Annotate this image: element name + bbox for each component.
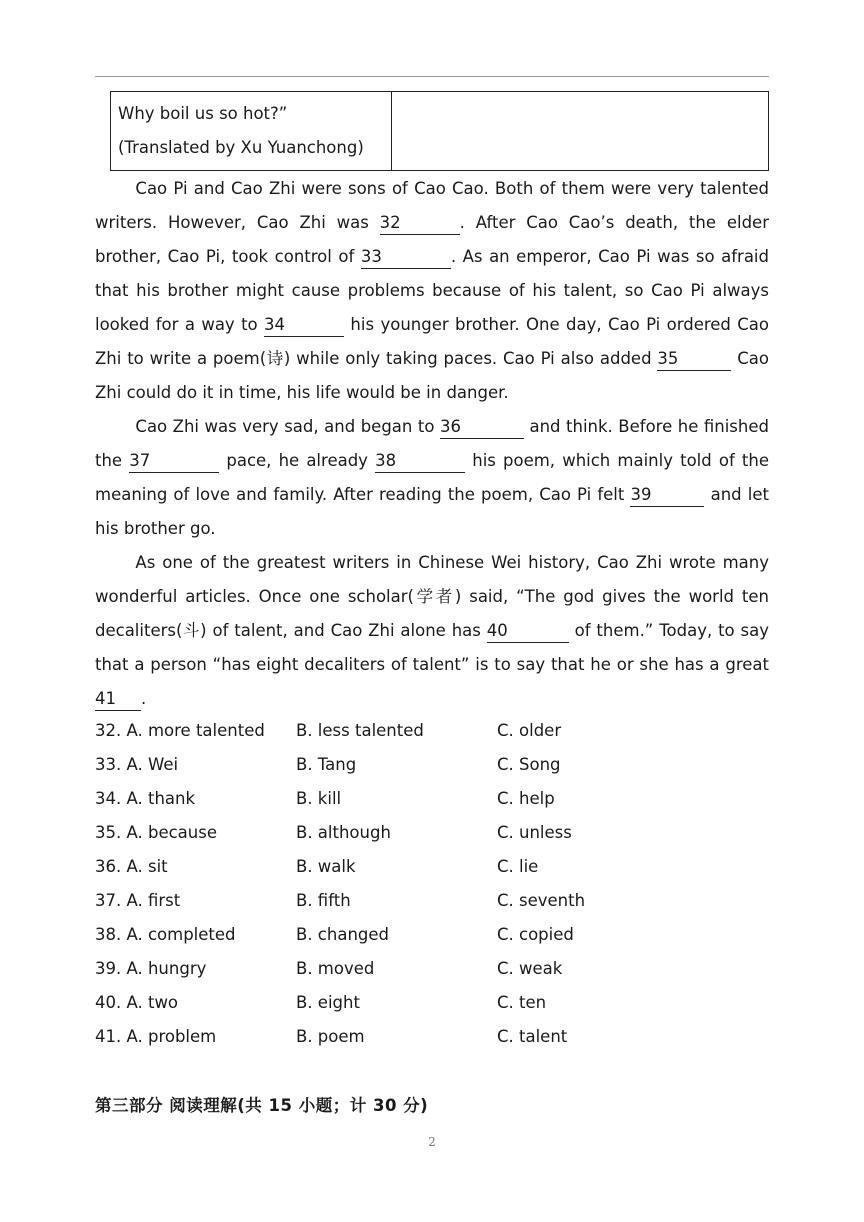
option-b[interactable]: B. moved xyxy=(296,959,375,978)
passage-text: and let his brother go. xyxy=(95,485,769,538)
option-b[interactable]: B. less talented xyxy=(296,721,424,740)
option-b[interactable]: B. Tang xyxy=(296,755,357,774)
passage-text: his poem, which mainly told of the meaning of love and family. After reading the poem, Cao Pi felt xyxy=(95,451,770,504)
header-rule xyxy=(95,76,769,77)
translator-credit: (Translated by Xu Yuanchong) xyxy=(118,138,364,157)
passage-text: Cao Zhi could do it in time, his life would be in danger. xyxy=(95,349,769,402)
option-a[interactable]: 36. A. sit xyxy=(95,857,168,876)
question-row-34 xyxy=(95,782,769,816)
poem-table xyxy=(110,91,769,171)
option-b[interactable]: B. fifth xyxy=(296,891,351,910)
blank-32[interactable]: 32 xyxy=(380,212,460,235)
page-number: 2 xyxy=(428,1135,436,1149)
question-row-39 xyxy=(95,952,769,986)
blank-40[interactable]: 40 xyxy=(487,620,569,643)
passage-text: . xyxy=(141,689,147,708)
passage-text: his younger brother. One day, Cao Pi ordered Cao Zhi to write a poem(诗) while only taking paces. Cao Pi also added xyxy=(95,315,770,368)
option-b[interactable]: B. although xyxy=(296,823,391,842)
blank-39[interactable]: 39 xyxy=(630,484,704,507)
poem-line: Why boil us so hot?” xyxy=(118,104,288,123)
option-a[interactable]: 32. A. more talented xyxy=(95,721,265,740)
option-b[interactable]: B. eight xyxy=(296,993,360,1012)
option-c[interactable]: C. older xyxy=(497,721,562,740)
passage-text: pace, he already xyxy=(219,451,376,470)
blank-33[interactable]: 33 xyxy=(361,246,451,269)
option-b[interactable]: B. kill xyxy=(296,789,342,808)
option-c[interactable]: C. unless xyxy=(497,823,572,842)
passage-text: of them.” Today, to say that a person “has eight decaliters of talent” is to say that he or she has a great xyxy=(95,621,770,674)
option-b[interactable]: B. poem xyxy=(296,1027,365,1046)
blank-36[interactable]: 36 xyxy=(440,416,524,439)
option-c[interactable]: C. weak xyxy=(497,959,563,978)
option-a[interactable]: 35. A. because xyxy=(95,823,217,842)
option-a[interactable]: 33. A. Wei xyxy=(95,755,179,774)
option-b[interactable]: B. walk xyxy=(296,857,356,876)
blank-34[interactable]: 34 xyxy=(264,314,344,337)
option-a[interactable]: 41. A. problem xyxy=(95,1027,217,1046)
option-a[interactable]: 39. A. hungry xyxy=(95,959,207,978)
option-c[interactable]: C. seventh xyxy=(497,891,586,910)
option-c[interactable]: C. ten xyxy=(497,993,547,1012)
answer-options xyxy=(95,714,769,1054)
question-row-41 xyxy=(95,1020,769,1054)
passage-text: Cao Zhi was very sad, and began to xyxy=(135,417,440,436)
option-a[interactable]: 34. A. thank xyxy=(95,789,196,808)
question-row-36 xyxy=(95,850,769,884)
question-row-40 xyxy=(95,986,769,1020)
question-row-32 xyxy=(95,714,769,748)
passage-text: Cao Pi and Cao Zhi were sons of Cao Cao. Both of them were very talented writers. However, Cao Zhi was xyxy=(95,179,769,232)
option-c[interactable]: C. Song xyxy=(497,755,561,774)
blank-38[interactable]: 38 xyxy=(375,450,465,473)
option-a[interactable]: 38. A. completed xyxy=(95,925,236,944)
passage-text: . As an emperor, Cao Pi was so afraid that his brother might cause problems because of his talent, so Cao Pi always looked for a way to xyxy=(95,247,769,334)
option-c[interactable]: C. talent xyxy=(497,1027,568,1046)
question-row-38 xyxy=(95,918,769,952)
option-a[interactable]: 37. A. first xyxy=(95,891,181,910)
poem-empty-cell xyxy=(392,92,768,170)
passage-paragraph-1 xyxy=(95,172,769,410)
option-a[interactable]: 40. A. two xyxy=(95,993,179,1012)
section-heading: 第三部分 阅读理解(共 15 小题；计 30 分) xyxy=(95,1096,429,1115)
passage-text: As one of the greatest writers in Chinese Wei history, Cao Zhi wrote many wonderful articles. Once one scholar(学者) said, “The god gives the world ten decaliters(斗) of talent, and Cao Zhi alone has xyxy=(95,553,769,640)
passage-paragraph-2 xyxy=(95,410,769,546)
question-row-33 xyxy=(95,748,769,782)
option-c[interactable]: C. lie xyxy=(497,857,539,876)
blank-37[interactable]: 37 xyxy=(129,450,219,473)
passage-text: and think. Before he finished the xyxy=(95,417,769,470)
blank-35[interactable]: 35 xyxy=(657,348,731,371)
poem-translation-cell xyxy=(111,92,392,170)
blank-41[interactable]: 41 xyxy=(95,688,141,711)
question-row-35 xyxy=(95,816,769,850)
option-b[interactable]: B. changed xyxy=(296,925,390,944)
question-row-37 xyxy=(95,884,769,918)
option-c[interactable]: C. copied xyxy=(497,925,574,944)
passage-text: . After Cao Cao’s death, the elder brother, Cao Pi, took control of xyxy=(95,213,769,266)
cloze-passage xyxy=(95,172,769,716)
option-c[interactable]: C. help xyxy=(497,789,555,808)
passage-paragraph-3 xyxy=(95,546,769,716)
